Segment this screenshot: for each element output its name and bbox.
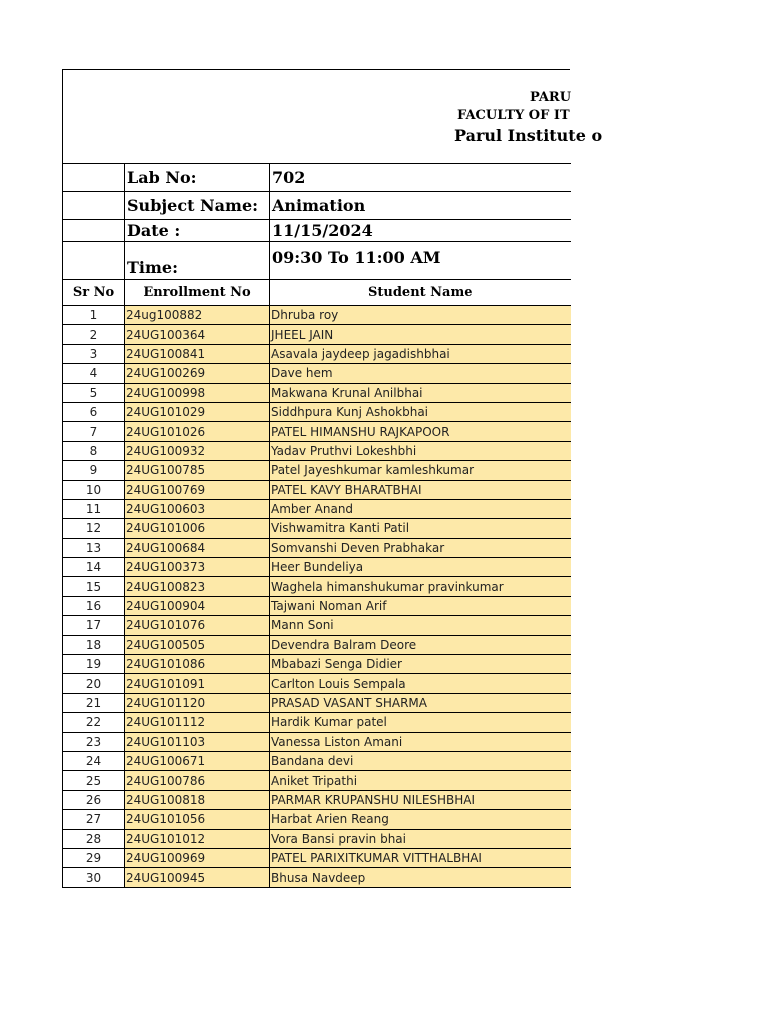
table-row — [63, 441, 571, 460]
table-row — [63, 383, 571, 402]
sr-no-cell: 16 — [63, 596, 125, 615]
student-name-cell: PATEL KAVY BHARATBHAI — [270, 480, 571, 499]
table-row — [63, 635, 571, 654]
sr-no-cell: 10 — [63, 480, 125, 499]
enrollment-cell: 24UG101012 — [125, 829, 270, 848]
table-row — [63, 461, 571, 480]
enrollment-cell: 24UG100998 — [125, 383, 270, 402]
sr-no-cell: 21 — [63, 693, 125, 712]
col-enrollment-no: Enrollment No — [125, 280, 270, 306]
table-row — [63, 790, 571, 809]
enrollment-cell: 24UG101120 — [125, 693, 270, 712]
student-name-cell: Devendra Balram Deore — [270, 635, 571, 654]
enrollment-cell: 24UG100841 — [125, 344, 270, 363]
faculty-name: FACULTY OF IT — [457, 108, 570, 123]
enrollment-cell: 24UG101026 — [125, 422, 270, 441]
enrollment-cell: 24UG100684 — [125, 538, 270, 557]
student-name-cell: Vora Bansi pravin bhai — [270, 829, 571, 848]
sr-no-cell: 7 — [63, 422, 125, 441]
sr-no-cell: 9 — [63, 461, 125, 480]
table-row — [63, 402, 571, 421]
table-row — [63, 616, 571, 635]
student-name-cell: Yadav Pruthvi Lokeshbhi — [270, 441, 571, 460]
blank-cell — [63, 192, 125, 220]
enrollment-cell: 24UG100932 — [125, 441, 270, 460]
student-name-cell: Dhruba roy — [270, 306, 571, 325]
table-row — [63, 519, 571, 538]
sr-no-cell: 20 — [63, 674, 125, 693]
student-name-cell: Mann Soni — [270, 616, 571, 635]
enrollment-cell: 24UG101091 — [125, 674, 270, 693]
blank-cell — [63, 220, 125, 242]
sr-no-cell: 27 — [63, 810, 125, 829]
subject-value: Animation — [270, 192, 571, 220]
student-name-cell: Waghela himanshukumar pravinkumar — [270, 577, 571, 596]
sr-no-cell: 15 — [63, 577, 125, 596]
table-header — [63, 280, 571, 306]
subject-row — [63, 192, 571, 220]
student-name-cell: Tajwani Noman Arif — [270, 596, 571, 615]
enrollment-cell: 24UG100373 — [125, 558, 270, 577]
table-row — [63, 732, 571, 751]
sr-no-cell: 17 — [63, 616, 125, 635]
enrollment-cell: 24UG100769 — [125, 480, 270, 499]
sr-no-cell: 19 — [63, 655, 125, 674]
table-row — [63, 674, 571, 693]
student-rows — [63, 306, 571, 888]
student-name-cell: Somvanshi Deven Prabhakar — [270, 538, 571, 557]
student-name-cell: Aniket Tripathi — [270, 771, 571, 790]
lab-row — [63, 164, 571, 192]
enrollment-cell: 24UG100945 — [125, 868, 270, 887]
sr-no-cell: 26 — [63, 790, 125, 809]
sr-no-cell: 25 — [63, 771, 125, 790]
sr-no-cell: 3 — [63, 344, 125, 363]
student-name-cell: Siddhpura Kunj Ashokbhai — [270, 402, 571, 421]
sr-no-cell: 1 — [63, 306, 125, 325]
enrollment-cell: 24UG101076 — [125, 616, 270, 635]
student-name-cell: Bhusa Navdeep — [270, 868, 571, 887]
lab-value: 702 — [270, 164, 571, 192]
student-name-cell: Patel Jayeshkumar kamleshkumar — [270, 461, 571, 480]
header-row — [63, 280, 571, 306]
table-row — [63, 577, 571, 596]
table-row — [63, 751, 571, 770]
table-row — [63, 713, 571, 732]
sr-no-cell: 5 — [63, 383, 125, 402]
sr-no-cell: 30 — [63, 868, 125, 887]
student-name-cell: Amber Anand — [270, 499, 571, 518]
sr-no-cell: 22 — [63, 713, 125, 732]
table-row — [63, 655, 571, 674]
col-sr-no: Sr No — [63, 280, 125, 306]
institute-name: Parul Institute o — [454, 126, 603, 145]
table-row — [63, 771, 571, 790]
sr-no-cell: 12 — [63, 519, 125, 538]
enrollment-cell: 24ug100882 — [125, 306, 270, 325]
student-name-cell: Hardik Kumar patel — [270, 713, 571, 732]
student-name-cell: Vanessa Liston Amani — [270, 732, 571, 751]
student-name-cell: PRASAD VASANT SHARMA — [270, 693, 571, 712]
blank-cell — [63, 164, 125, 192]
sr-no-cell: 6 — [63, 402, 125, 421]
enrollment-cell: 24UG101006 — [125, 519, 270, 538]
student-name-cell: Harbat Arien Reang — [270, 810, 571, 829]
subject-label: Subject Name: — [125, 192, 270, 220]
student-name-cell: Heer Bundeliya — [270, 558, 571, 577]
sr-no-cell: 18 — [63, 635, 125, 654]
student-name-cell: PATEL HIMANSHU RAJKAPOOR — [270, 422, 571, 441]
enrollment-cell: 24UG100904 — [125, 596, 270, 615]
sr-no-cell: 24 — [63, 751, 125, 770]
sr-no-cell: 8 — [63, 441, 125, 460]
student-name-cell: Makwana Krunal Anilbhai — [270, 383, 571, 402]
table-row — [63, 693, 571, 712]
table-row — [63, 848, 571, 867]
student-name-cell: Asavala jaydeep jagadishbhai — [270, 344, 571, 363]
table-row — [63, 499, 571, 518]
student-name-cell: PARMAR KRUPANSHU NILESHBHAI — [270, 790, 571, 809]
table-row — [63, 306, 571, 325]
enrollment-cell: 24UG100505 — [125, 635, 270, 654]
table-row — [63, 810, 571, 829]
enrollment-cell: 24UG100786 — [125, 771, 270, 790]
enrollment-cell: 24UG101112 — [125, 713, 270, 732]
enrollment-cell: 24UG100823 — [125, 577, 270, 596]
sr-no-cell: 23 — [63, 732, 125, 751]
table-row — [63, 480, 571, 499]
attendance-table — [62, 163, 571, 888]
lab-label: Lab No: — [125, 164, 270, 192]
sr-no-cell: 28 — [63, 829, 125, 848]
enrollment-cell: 24UG100969 — [125, 848, 270, 867]
sr-no-cell: 29 — [63, 848, 125, 867]
sr-no-cell: 11 — [63, 499, 125, 518]
table-row — [63, 868, 571, 887]
sr-no-cell: 13 — [63, 538, 125, 557]
blank-cell — [63, 242, 125, 280]
enrollment-cell: 24UG101029 — [125, 402, 270, 421]
student-name-cell: JHEEL JAIN — [270, 325, 571, 344]
table-row — [63, 829, 571, 848]
attendance-sheet — [62, 69, 603, 888]
table-row — [63, 422, 571, 441]
student-name-cell: Bandana devi — [270, 751, 571, 770]
enrollment-cell: 24UG100269 — [125, 364, 270, 383]
sr-no-cell: 2 — [63, 325, 125, 344]
enrollment-cell: 24UG100603 — [125, 499, 270, 518]
student-name-cell: Carlton Louis Sempala — [270, 674, 571, 693]
sr-no-cell: 4 — [63, 364, 125, 383]
table-row — [63, 325, 571, 344]
enrollment-cell: 24UG100364 — [125, 325, 270, 344]
table-row — [63, 538, 571, 557]
time-value: 09:30 To 11:00 AM — [270, 242, 571, 280]
date-row — [63, 220, 571, 242]
university-name: PARU — [530, 90, 572, 105]
col-student-name: Student Name — [270, 280, 571, 306]
table-row — [63, 364, 571, 383]
exam-info — [63, 164, 571, 280]
enrollment-cell: 24UG100785 — [125, 461, 270, 480]
enrollment-cell: 24UG100818 — [125, 790, 270, 809]
sr-no-cell: 14 — [63, 558, 125, 577]
table-row — [63, 558, 571, 577]
enrollment-cell: 24UG101103 — [125, 732, 270, 751]
date-value: 11/15/2024 — [270, 220, 571, 242]
date-label: Date : — [125, 220, 270, 242]
enrollment-cell: 24UG101056 — [125, 810, 270, 829]
time-row — [63, 242, 571, 280]
enrollment-cell: 24UG100671 — [125, 751, 270, 770]
table-row — [63, 596, 571, 615]
student-name-cell: Dave hem — [270, 364, 571, 383]
enrollment-cell: 24UG101086 — [125, 655, 270, 674]
student-name-cell: PATEL PARIXITKUMAR VITTHALBHAI — [270, 848, 571, 867]
time-label: Time: — [125, 242, 270, 280]
student-name-cell: Vishwamitra Kanti Patil — [270, 519, 571, 538]
table-row — [63, 344, 571, 363]
sheet-header — [62, 69, 603, 163]
student-name-cell: Mbabazi Senga Didier — [270, 655, 571, 674]
